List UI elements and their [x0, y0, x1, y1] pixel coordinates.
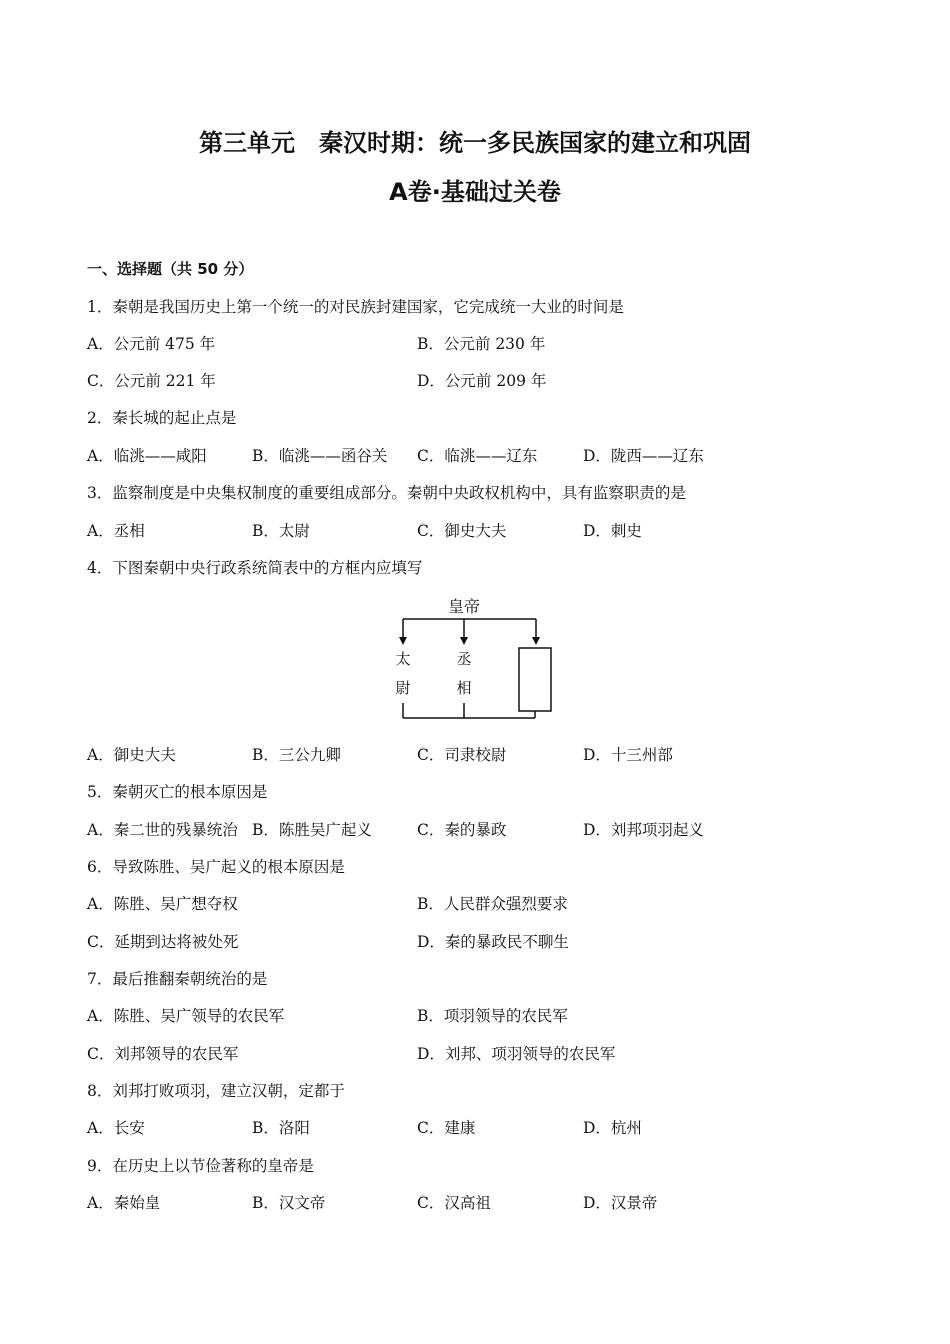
question-5-stem: 5．秦朝灭亡的根本原因是 [87, 783, 268, 801]
question-2-option-c: C．临洮——辽东 [417, 447, 538, 465]
question-5-option-d: D．刘邦项羽起义 [583, 821, 704, 839]
question-5-option-c: C．秦的暴政 [417, 821, 507, 839]
question-5-option-b: B．陈胜吴广起义 [252, 821, 372, 839]
question-9-option-d: D．汉景帝 [583, 1194, 658, 1212]
question-9-stem: 9．在历史上以节俭著称的皇帝是 [87, 1157, 314, 1175]
question-1-option-d: D．公元前 209 年 [417, 372, 547, 390]
diagram-arrow-right-head [532, 637, 540, 645]
question-8-option-d: D．杭州 [583, 1119, 642, 1137]
question-2-option-d: D．陇西——辽东 [583, 447, 704, 465]
question-3-stem: 3．监察制度是中央集权制度的重要组成部分。秦朝中央政权机构中，具有监察职责的是 [87, 484, 686, 502]
question-4-option-b: B．三公九卿 [252, 746, 341, 764]
question-3-option-b: B．太尉 [252, 522, 310, 540]
question-8-option-a: A．长安 [87, 1119, 145, 1137]
diagram-blank-box [519, 648, 551, 711]
question-1-option-a: A．公元前 475 年 [87, 335, 216, 353]
question-1-stem: 1．秦朝是我国历史上第一个统一的对民族封建国家，它完成统一大业的时间是 [87, 298, 624, 316]
question-4-option-a: A．御史大夫 [87, 746, 176, 764]
section-heading: 一、选择题（共 50 分） [87, 260, 254, 278]
question-8-option-b: B．洛阳 [252, 1119, 310, 1137]
diagram-arrow-middle-head [460, 637, 468, 645]
question-4-option-d: D．十三州部 [583, 746, 673, 764]
question-6-stem: 6．导致陈胜、吴广起义的根本原因是 [87, 858, 345, 876]
question-9-option-b: B．汉文帝 [252, 1194, 326, 1212]
question-6-option-c: C．延期到达将被处死 [87, 933, 239, 951]
question-1-option-b: B．公元前 230 年 [417, 335, 546, 353]
question-8-stem: 8．刘邦打败项羽，建立汉朝，定都于 [87, 1082, 345, 1100]
question-2-stem: 2．秦长城的起止点是 [87, 409, 237, 427]
question-6-option-b: B．人民群众强烈要求 [417, 895, 568, 913]
question-3-option-c: C．御史大夫 [417, 522, 507, 540]
question-7-option-d: D．刘邦、项羽领导的农民军 [417, 1045, 616, 1063]
question-9-option-a: A．秦始皇 [87, 1194, 161, 1212]
question-6-option-a: A．陈胜、吴广想夺权 [87, 895, 238, 913]
question-2-option-b: B．临洮——函谷关 [252, 447, 388, 465]
question-8-option-c: C．建康 [417, 1119, 476, 1137]
question-7-option-a: A．陈胜、吴广领导的农民军 [87, 1007, 285, 1025]
diagram-arrow-left-head [399, 637, 407, 645]
diagram-taiwei-char-2: 尉 [395, 679, 411, 697]
diagram-chengxiang-char-2: 相 [456, 679, 472, 697]
question-7-stem: 7．最后推翻秦朝统治的是 [87, 970, 268, 988]
question-4-option-c: C．司隶校尉 [417, 746, 507, 764]
question-9-option-c: C．汉高祖 [417, 1194, 491, 1212]
question-2-option-a: A．临洮——咸阳 [87, 447, 207, 465]
question-7-option-c: C．刘邦领导的农民军 [87, 1045, 239, 1063]
diagram-chengxiang-char-1: 丞 [456, 650, 472, 668]
question-7-option-b: B．项羽领导的农民军 [417, 1007, 568, 1025]
central-admin-diagram [390, 595, 560, 723]
question-6-option-d: D．秦的暴政民不聊生 [417, 933, 569, 951]
question-4-stem: 4．下图秦朝中央行政系统简表中的方框内应填写 [87, 559, 423, 577]
page-title: 第三单元 秦汉时期：统一多民族国家的建立和巩固 [199, 129, 751, 157]
question-3-option-a: A．丞相 [87, 522, 145, 540]
diagram-emperor-label: 皇帝 [447, 597, 481, 616]
question-1-option-c: C．公元前 221 年 [87, 372, 216, 390]
page-subtitle: A卷·基础过关卷 [389, 178, 561, 206]
question-3-option-d: D．刺史 [583, 522, 642, 540]
diagram-taiwei-char-1: 太 [395, 650, 411, 668]
question-5-option-a: A．秦二世的残暴统治 [87, 821, 238, 839]
